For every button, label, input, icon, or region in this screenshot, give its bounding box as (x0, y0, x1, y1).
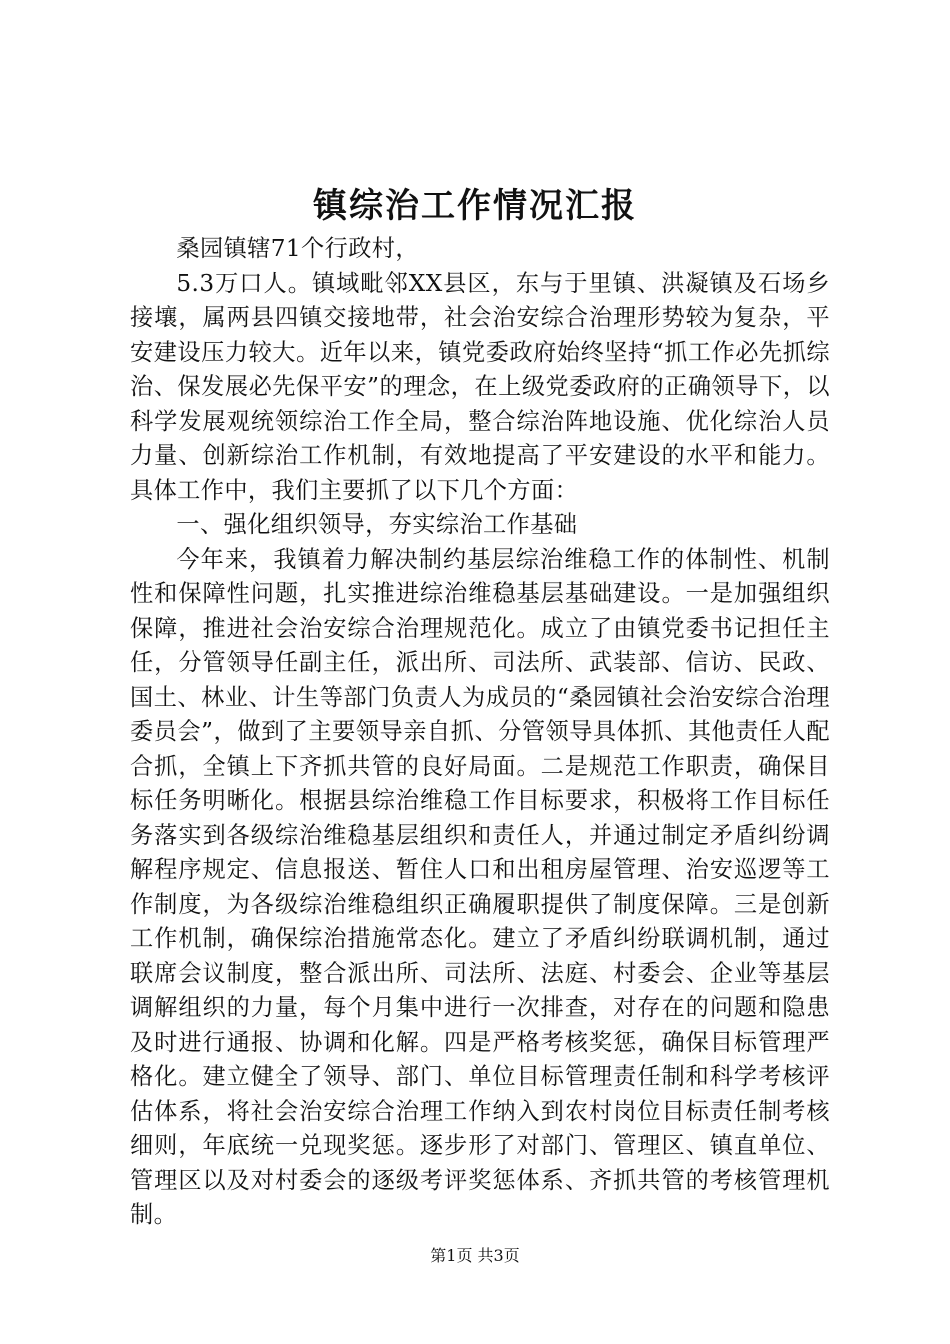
section-heading-1: 一、强化组织领导，夯实综治工作基础 (176, 511, 578, 538)
paragraph-overview: 5.3万口人。镇域毗邻XX县区，东与于里镇、洪凝镇及石场乡接壤，属两县四镇交接地带，社会治安综合治理形势较为复杂，平安建设压力较大。近年以来，镇党委政府始终坚持“抓工作必先抓综治、保发展必先保平安”的理念，在上级党委政府的正确领导下，以科学发展观统领综治工作全局，整合综治阵地设施、优化综治人员力量、创新综治工作机制，有效地提高了平安建设的水平和能力。具体工作中，我们主要抓了以下几个方面： (130, 269, 830, 504)
page-footer: 第1页 共3页 (430, 1246, 520, 1265)
paragraph-section-1: 今年来，我镇着力解决制约基层综治维稳工作的体制性、机制性和保障性问题，扎实推进综治维稳基层基础建设。一是加强组织保障，推进社会治安综合治理规范化。成立了由镇党委书记担任主任，分管领导任副主任，派出所、司法所、武装部、信访、民政、国土、林业、计生等部门负责人为成员的“桑园镇社会治安综合治理委员会”，做到了主要领导亲自抓、分管领导具体抓、其他责任人配合抓，全镇上下齐抓共管的良好局面。二是规范工作职责，确保目标任务明晰化。根据县综治维稳工作目标要求，积极将工作目标任务落实到各级综治维稳基层组织和责任人，并通过制定矛盾纠纷调解程序规定、信息报送、暂住人口和出租房屋管理、治安巡逻等工作制度，为各级综治维稳组织正确履职提供了制度保障。三是创新工作机制，确保综治措施常态化。建立了矛盾纠纷联调机制，通过联席会议制度，整合派出所、司法所、法庭、村委会、企业等基层调解组织的力量，每个月集中进行一次排查，对存在的问题和隐患及时进行通报、协调和化解。四是严格考核奖惩，确保目标管理严格化。建立健全了领导、部门、单位目标管理责任制和科学考核评估体系，将社会治安综合治理工作纳入到农村岗位目标责任制考核细则，年底统一兑现奖惩。逐步形了对部门、管理区、镇直单位、管理区以及对村委会的逐级考评奖惩体系、齐抓共管的考核管理机制。 (130, 545, 830, 1228)
document-title: 镇综治工作情况汇报 (313, 186, 637, 226)
paragraph-intro: 桑园镇辖71个行政村， (176, 235, 419, 262)
document-body (130, 232, 830, 1233)
